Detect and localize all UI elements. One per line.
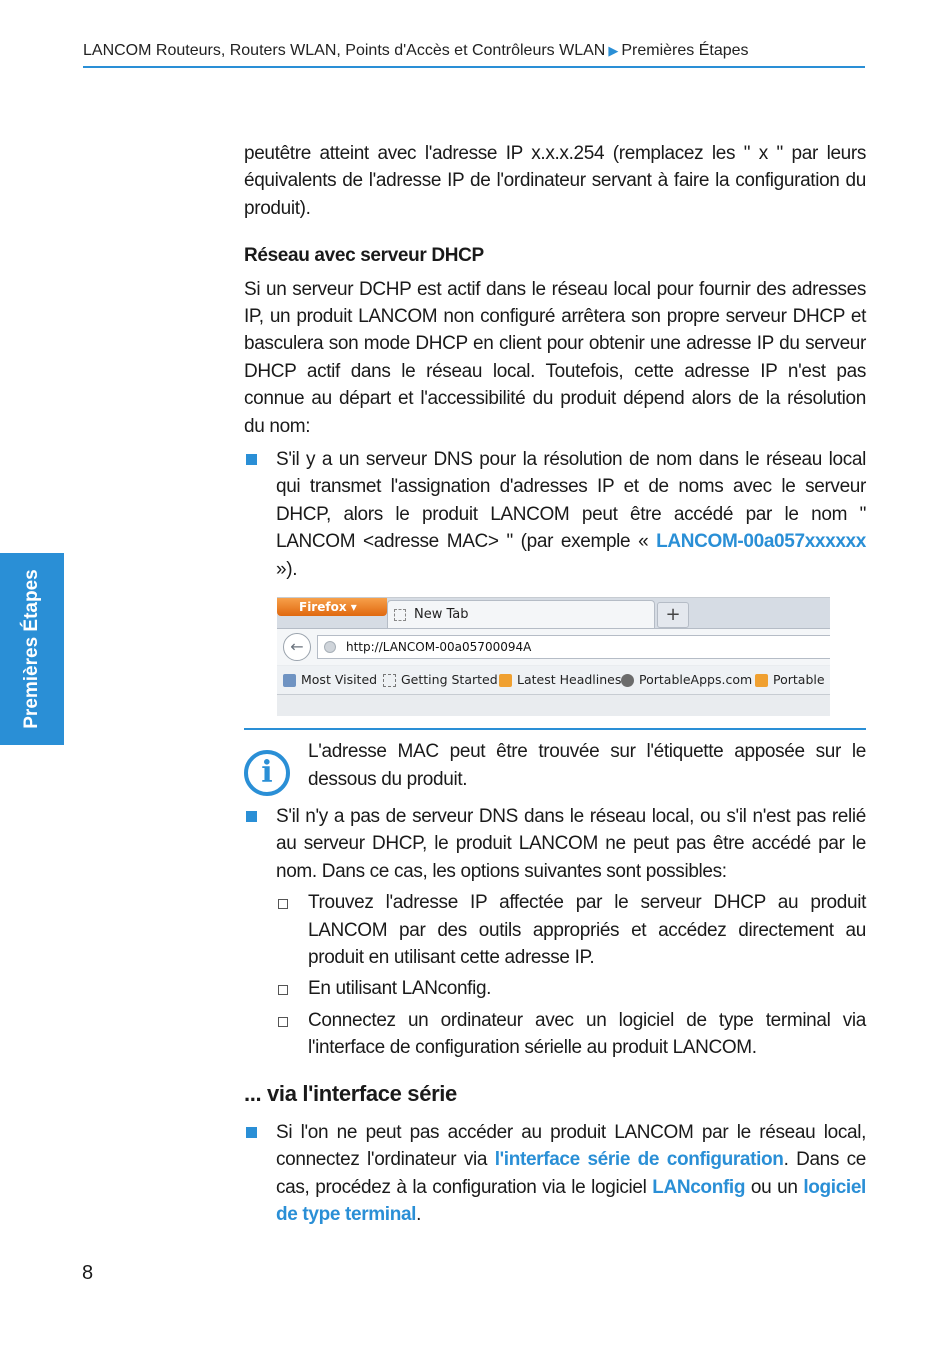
list-item	[244, 446, 866, 583]
bullet1-text-end: »).	[276, 558, 298, 580]
bookmark-label: Portable	[773, 672, 825, 688]
blank-page-icon	[383, 674, 396, 687]
firefox-menu-button[interactable]: Firefox ▾	[277, 598, 387, 616]
mac-name-link[interactable]: LANCOM-00a057xxxxxx	[656, 531, 866, 553]
browser-nav-bar	[277, 629, 830, 665]
dhcp-heading: Réseau avec serveur DHCP	[244, 245, 484, 267]
main-content	[244, 140, 866, 1229]
url-bar[interactable]	[317, 635, 830, 659]
info-text: L'adresse MAC peut être trouvée sur l'étiquette apposée sur le dessous du produit.	[308, 741, 866, 790]
bookmark-label: Getting Started	[401, 672, 498, 688]
bullet3-text: . Dans ce cas, procédez à la configuration via le logiciel	[276, 1149, 867, 1198]
bullet3-text: ou un	[745, 1176, 804, 1198]
bookmark-label: PortableApps.com	[639, 672, 753, 688]
globe-icon	[324, 641, 336, 653]
tab-label: New Tab	[414, 607, 469, 623]
bullet3-text: .	[416, 1204, 422, 1226]
terminal-software-link[interactable]: logiciel de type terminal	[276, 1176, 866, 1226]
dhcp-paragraph: Si un serveur DCHP est actif dans le réseau local pour fournir des adresses IP, un produit LANCOM non configuré arrêtera son propre serveur DHCP et basculera son mode DHCP en client pour obtenir une adresse IP du serveur DHCP actif dans le réseau local. Toutefois, cette adresse IP n'est pas connue au départ et l'accessibilité du produit dépend alors de la résolution du nom:	[244, 278, 866, 437]
sub-list-item	[244, 1007, 866, 1062]
bullet-square-icon	[246, 1127, 257, 1138]
intro-paragraph: peutêtre atteint avec l'adresse IP x.x.x.254 (remplacez les " x " par leurs équivalents de l'adresse IP de l'ordinateur servant à faire la configuration du produit).	[244, 143, 866, 219]
serial-interface-link[interactable]: l'interface série de configuration	[494, 1149, 784, 1171]
triangle-right-icon: ▶	[608, 43, 619, 58]
firefox-screenshot	[277, 597, 830, 716]
bookmark-most-visited[interactable]	[281, 666, 377, 694]
back-arrow-icon[interactable]: ←	[283, 633, 311, 661]
bullet-outline-square-icon	[278, 1017, 288, 1027]
bullet3-text: Si l'on ne peut pas accéder au produit LANCOM par le réseau local, connectez l'ordinateur via	[276, 1121, 866, 1171]
side-section-tab	[0, 553, 64, 745]
new-tab-button[interactable]: +	[657, 602, 689, 628]
bullet1-text: S'il y a un serveur DNS pour la résolution de nom dans le réseau local qui transmet l'assignation d'adresses IP et de noms avec le serveur DHCP, alors le produit LANCOM peut être accédé par le nom " LANCOM <adresse MAC> " (par exemple «	[276, 449, 866, 553]
bookmark-label: Most Visited	[301, 672, 378, 688]
serial-heading: ... via l'interface série	[244, 1080, 457, 1106]
bookmark-label: Latest Headlines	[517, 672, 622, 688]
rss-feed-icon	[499, 674, 512, 687]
bullet2-text: S'il n'y a pas de serveur DNS dans le réseau local, ou s'il n'est pas relié au serveur DHCP, le produit LANCOM ne peut pas être accédé par le nom. Dans ce cas, les options suivantes sont possibles:	[276, 805, 866, 882]
side-tab-label: Premières Étapes	[21, 569, 42, 729]
bullet-outline-square-icon	[278, 899, 288, 909]
sub-item-text: Trouvez l'adresse IP affectée par le serveur DHCP au produit LANCOM par des outils appropriés et accédez directement au produit en utilisant cette adresse IP.	[308, 892, 866, 968]
bullet-square-icon	[246, 811, 257, 822]
lanconfig-link[interactable]: LANconfig	[652, 1176, 746, 1198]
portableapps-icon	[621, 674, 634, 687]
sub-item-text: En utilisant LANconfig.	[308, 978, 492, 1000]
info-icon: i	[244, 750, 290, 796]
bookmark-latest-headlines[interactable]	[497, 666, 621, 694]
bookmark-portableapps[interactable]	[619, 666, 752, 694]
bullet-square-icon	[246, 454, 257, 465]
list-item	[244, 1119, 866, 1229]
list-item	[244, 803, 866, 885]
rss-feed-icon	[755, 674, 768, 687]
sub-list-item	[244, 889, 866, 971]
header-section: Premières Étapes	[621, 42, 749, 59]
sub-list-item	[244, 975, 866, 1002]
sub-item-text: Connectez un ordinateur avec un logiciel de type terminal via l'interface de configuration sérielle au produit LANCOM.	[308, 1009, 866, 1059]
bookmark-portable[interactable]	[753, 666, 825, 694]
blank-page-icon	[394, 609, 406, 621]
bookmarks-bar	[277, 666, 830, 695]
browser-tab[interactable]	[387, 600, 655, 628]
browser-tab-bar	[277, 598, 830, 629]
bookmark-getting-started[interactable]	[381, 666, 498, 694]
bookmark-folder-icon	[283, 674, 296, 687]
url-text: http://LANCOM-00a05700094A	[346, 640, 532, 655]
page-header	[83, 40, 865, 68]
page-number: 8	[82, 1262, 94, 1284]
bullet-outline-square-icon	[278, 985, 288, 995]
info-note	[244, 728, 866, 793]
header-title: LANCOM Routeurs, Routers WLAN, Points d'Accès et Contrôleurs WLAN	[83, 42, 606, 59]
